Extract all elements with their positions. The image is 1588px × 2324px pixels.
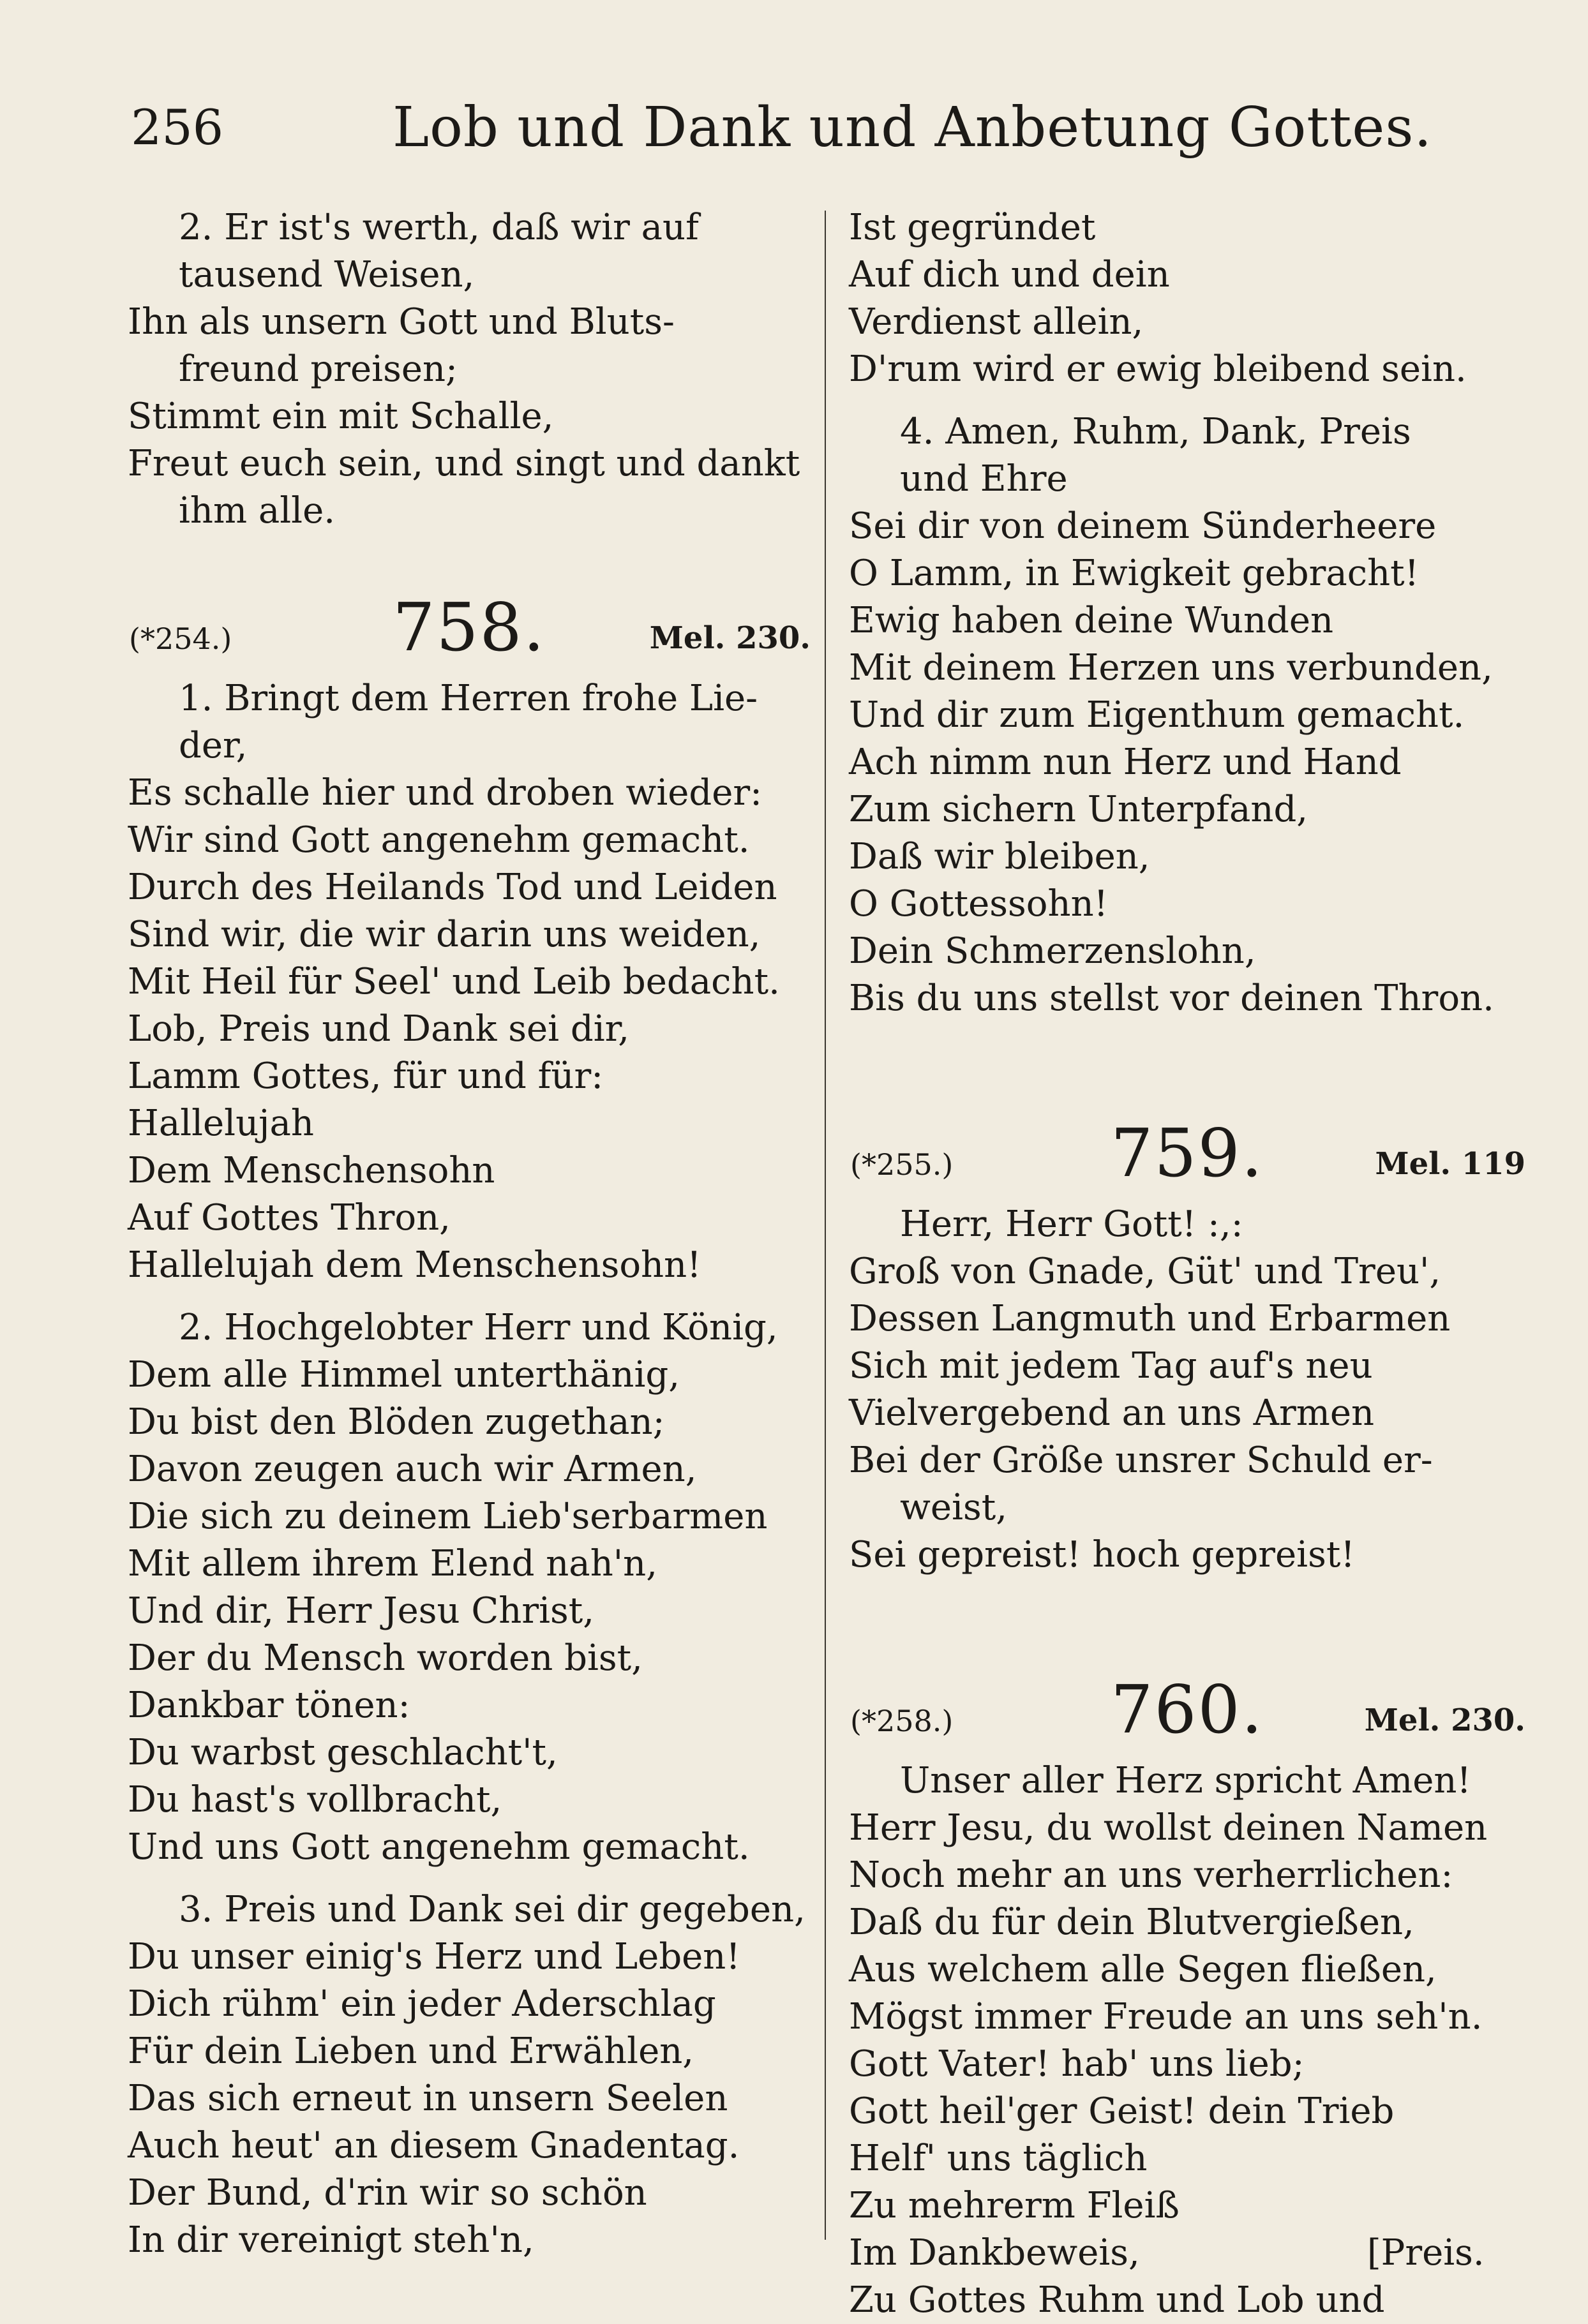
verse-line: Der Bund, d'rin wir so schön (128, 2172, 647, 2214)
verse-line: Groß von Gnade, Güt' und Treu', (849, 1251, 1441, 1292)
verse-line: 3. Preis und Dank sei dir gegeben, (179, 1889, 805, 1930)
verse-line: Mit allem ihrem Elend nah'n, (128, 1543, 658, 1584)
verse-line: Auf Gottes Thron, (128, 1197, 451, 1239)
verse-line: Du bist den Blöden zugethan; (128, 1401, 665, 1443)
verse-line: Du hast's vollbracht, (128, 1779, 502, 1821)
verse-line: weist, (900, 1487, 1008, 1528)
hymn-cross-reference: (*258.) (850, 1704, 954, 1738)
verse-line: Es schalle hier und droben wieder: (128, 772, 762, 814)
left-column (128, 204, 811, 2264)
hymn-heading (128, 554, 811, 675)
verse-line: Dem alle Himmel unterthänig, (128, 1354, 680, 1396)
verse-line: Zu Gottes Ruhm und Lob und (849, 2279, 1385, 2321)
verse-line: D'rum wird er ewig bleibend sein. (849, 348, 1467, 390)
melody-reference: Mel. 230. (649, 620, 811, 656)
verse-line: Herr, Herr Gott! :,: (900, 1203, 1243, 1245)
verse-line: Und dir, Herr Jesu Christ, (128, 1590, 595, 1632)
verse-line: Ewig haben deine Wunden (849, 600, 1334, 641)
verse-line: O Lamm, in Ewigkeit gebracht! (849, 553, 1419, 594)
verse-line: Sei gepreist! hoch gepreist! (849, 1534, 1355, 1575)
verse-line: Lob, Preis und Dank sei dir, (128, 1008, 630, 1050)
verse-line: tausend Weisen, (179, 254, 475, 295)
hymn-number: 759. (1111, 1114, 1264, 1192)
verse-line: ihm alle. (179, 490, 336, 532)
verse-line: Verdienst allein, (849, 301, 1144, 343)
verse-line: Gott Vater! hab' uns lieb; (849, 2043, 1305, 2085)
page-number: 256 (131, 99, 224, 156)
right-column (849, 204, 1525, 2324)
verse-line: Ihn als unsern Gott und Bluts- (128, 301, 675, 343)
hymn-number: 758. (393, 588, 546, 666)
verse-line: Lamm Gottes, für und für: (128, 1055, 604, 1097)
verse-line: Zu mehrerm Fleiß (849, 2185, 1180, 2226)
page-header (131, 89, 1522, 166)
verse-line: Daß du für dein Blutvergießen, (849, 1902, 1414, 1943)
verse-line: Hallelujah dem Menschensohn! (128, 1244, 701, 1286)
stanza-gap (849, 393, 1525, 408)
verse-line: Die sich zu deinem Lieb'serbarmen (128, 1496, 768, 1537)
stanza-block (128, 1304, 811, 1871)
verse-line: Unser aller Herz spricht Amen! (900, 1760, 1471, 1801)
verse-line: Davon zeugen auch wir Armen, (128, 1449, 697, 1490)
verse-line: Und dir zum Eigenthum gemacht. (849, 694, 1465, 736)
verse-line: O Gottessohn! (849, 883, 1109, 925)
stanza-block (128, 1886, 811, 2264)
verse-line: Durch des Heilands Tod und Leiden (128, 867, 777, 908)
verse-line: freund preisen; (179, 348, 458, 390)
stanza-block (128, 675, 811, 1289)
verse-line: Daß wir bleiben, (849, 836, 1150, 877)
stanza-gap (128, 1289, 811, 1304)
hymn-number: 760. (1111, 1671, 1264, 1748)
verse-line: Mögst immer Freude an uns seh'n. (849, 1996, 1483, 2037)
stanza-block (849, 408, 1525, 1022)
verse-line: Du unser einig's Herz und Leben! (128, 1936, 740, 1978)
verse-line: 2. Hochgelobter Herr und König, (179, 1307, 778, 1348)
hymn-cross-reference: (*254.) (129, 622, 232, 656)
verse-line: In dir vereinigt steh'n, (128, 2219, 534, 2261)
verse-line: Für dein Lieben und Erwählen, (128, 2030, 694, 2072)
verse-line: Das sich erneut in unsern Seelen (128, 2078, 728, 2119)
verse-line: 4. Amen, Ruhm, Dank, Preis (900, 411, 1411, 452)
melody-reference: Mel. 230. (1364, 1702, 1525, 1738)
column-divider (825, 211, 826, 2240)
verse-line: Sind wir, die wir darin uns weiden, (128, 914, 761, 955)
verse-line: Vielvergebend an uns Armen (849, 1392, 1375, 1434)
stanza-block (849, 1201, 1525, 1579)
verse-line: Noch mehr an uns verherrlichen: (849, 1854, 1453, 1896)
hymn-cross-reference: (*255.) (850, 1147, 954, 1182)
verse-line: Mit Heil für Seel' und Leib bedacht. (128, 961, 780, 1002)
verse-line: der, (179, 725, 248, 766)
verse-line: Zum sichern Unterpfand, (849, 789, 1308, 830)
hymn-heading (849, 1061, 1525, 1201)
verse-line: Hallelujah (128, 1103, 314, 1144)
running-title: Lob und Dank und Anbetung Gottes. (393, 96, 1432, 160)
verse-line: Auch heut' an diesem Gnadentag. (128, 2125, 740, 2166)
verse-line: Sei dir von deinem Sünderheere (849, 505, 1437, 547)
stanza-block (849, 1757, 1525, 2324)
stanza-block (849, 204, 1525, 393)
verse-line: Der du Mensch worden bist, (128, 1637, 643, 1679)
verse-line: Du warbst geschlacht't, (128, 1732, 558, 1773)
verse-line: Gott heil'ger Geist! dein Trieb (849, 2090, 1395, 2132)
verse-line: Mit deinem Herzen uns verbunden, (849, 647, 1493, 689)
verse-line: Herr Jesu, du wollst deinen Namen (849, 1807, 1488, 1849)
verse-line: Sich mit jedem Tag auf's neu (849, 1345, 1373, 1387)
verse-line: Stimmt ein mit Schalle, (128, 396, 554, 437)
verse-line: Dessen Langmuth und Erbarmen (849, 1298, 1451, 1339)
verse-line: 1. Bringt dem Herren frohe Lie- (179, 678, 758, 719)
stanza-gap (128, 1871, 811, 1886)
verse-line: Auf dich und dein (849, 254, 1170, 295)
melody-reference: Mel. 119 (1375, 1146, 1525, 1182)
verse-line: Dem Menschensohn (128, 1150, 495, 1191)
verse-line: Dich rühm' ein jeder Aderschlag (128, 1983, 716, 2025)
verse-line: Ach nimm nun Herz und Hand (849, 741, 1402, 783)
verse-line: und Ehre (900, 458, 1068, 500)
verse-line: Und uns Gott angenehm gemacht. (128, 1826, 750, 1868)
verse-line: Ist gegründet (849, 207, 1096, 248)
hymn-heading (849, 1617, 1525, 1757)
verse-line: Aus welchem alle Segen fließen, (849, 1949, 1437, 1990)
verse-line: Wir sind Gott angenehm gemacht. (128, 819, 750, 861)
verse-line: Im Dankbeweis, [Preis. (849, 2232, 1485, 2274)
verse-line: 2. Er ist's werth, daß wir auf (179, 207, 699, 248)
verse-line: Dankbar tönen: (128, 1685, 410, 1726)
verse-line: Helf' uns täglich (849, 2138, 1148, 2179)
verse-line: Dein Schmerzenslohn, (849, 930, 1256, 972)
verse-line: Bis du uns stellst vor deinen Thron. (849, 978, 1494, 1019)
verse-line: Freut euch sein, und singt und dankt (128, 443, 800, 484)
verse-line: Bei der Größe unsrer Schuld er- (849, 1440, 1433, 1481)
stanza-block (128, 204, 811, 535)
